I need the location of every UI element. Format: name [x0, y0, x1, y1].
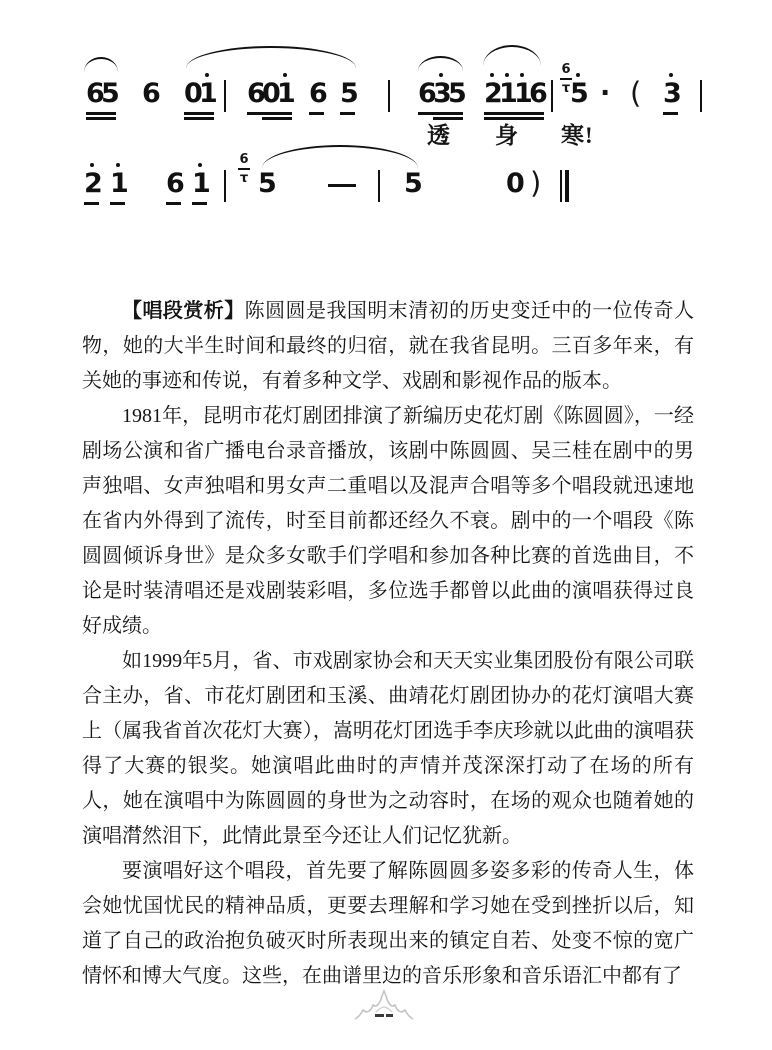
note-digit: 0: [262, 78, 281, 109]
meter-fraction-bar: [238, 168, 250, 170]
tie-arc: [262, 145, 418, 168]
note-group: [506, 168, 525, 210]
beam-underline: [86, 117, 116, 120]
paragraph-competition: [82, 644, 694, 854]
note-group: [340, 78, 359, 120]
slur-arc: [84, 57, 118, 72]
paragraph-text: 1981年，昆明市花灯剧团排演了新编历史花灯剧《陈圆圆》，一经剧场公演和省广播电台录音播放，该剧中陈圆圆、吴三桂在剧中的男声独唱、女声独唱和男女声二重唱以及混声合唱等多个唱段就迅速地在省内外得到了流传，时至目前都还经久不衰。剧中的一个唱段《陈圆圆倾诉身世》是众多女歌手们学唱和参加各种比赛的首选曲目，不论是时装清唱还是戏剧装彩唱，多位选手都曾以此曲的演唱获得过良好成绩。: [82, 405, 694, 637]
barline: [378, 170, 380, 202]
sustain-dash: [328, 184, 356, 187]
note-digit: 0: [184, 78, 203, 109]
parenthesis: ): [530, 166, 542, 200]
note-digit: 3: [663, 78, 678, 120]
beam-underline: [84, 202, 99, 205]
note-digit: 5: [448, 78, 467, 109]
meter-denominator: τ: [561, 81, 571, 96]
note-digit: 6: [309, 78, 328, 109]
beam-underline: [192, 202, 207, 205]
appreciation-article: [82, 294, 694, 994]
beam-underline: [184, 117, 214, 120]
note-digit: 1: [514, 78, 529, 120]
note-digit: 1: [110, 168, 125, 210]
note-group: [110, 168, 129, 210]
music-notation: [0, 0, 772, 230]
beam-underline: [663, 112, 678, 115]
beam-underline: [86, 112, 116, 115]
slur-arc: [418, 56, 463, 71]
final-barline-thick: [565, 170, 569, 202]
note-digit: 5: [340, 78, 359, 109]
barline: [700, 80, 702, 112]
paragraph-history: [82, 399, 694, 644]
note-group: [247, 78, 296, 120]
paragraph-text: 要演唱好这个唱段，首先要了解陈圆圆多姿多彩的传奇人生，体会她忧国忧民的精神品质，更要去理解和学习她在受到挫折以后，知道了自己的政治抱负破灭时所表现出来的镇定自若、处变不惊的宽广情怀和博大气度。这些，在曲谱里边的音乐形象和音乐语汇中都有了: [82, 860, 694, 987]
beam-underline: [484, 112, 544, 115]
beam-underline: [247, 112, 292, 115]
note-group: [309, 78, 328, 120]
note-digit: 6: [142, 78, 161, 109]
note-digit: 1: [192, 168, 207, 210]
beam-underline: [110, 202, 125, 205]
lyric-syllable: 透: [427, 123, 451, 148]
note-digit: 1: [277, 78, 292, 120]
note-group: [484, 78, 548, 120]
note-digit: 1: [199, 78, 214, 120]
barline: [224, 80, 226, 112]
note-digit: 1: [499, 78, 514, 120]
barline: [224, 170, 226, 202]
note-group: [258, 168, 277, 210]
slur-arc: [186, 46, 356, 68]
section-label: 【唱段赏析】: [122, 300, 245, 322]
note-group: [418, 78, 467, 120]
final-barline-thin: [560, 170, 562, 202]
beam-underline: [166, 202, 181, 205]
lotus-arch-ornament: [350, 986, 418, 1026]
note-group: [404, 168, 423, 210]
note-digit: 6: [166, 168, 185, 199]
note-digit: 6: [86, 78, 105, 109]
paragraph-advice: [82, 854, 694, 994]
paragraph-text: 陈圆圆是我国明末清初的历史变迁中的一位传奇人物，她的大半生时间和最终的归宿，就在我省昆明。三百多年来，有关她的事迹和传说，有着多种文学、戏剧和影视作品的版本。: [82, 300, 695, 392]
lyric-syllable: 寒!: [561, 123, 594, 148]
note-digit: 5: [404, 168, 423, 199]
beam-underline: [340, 112, 355, 115]
meter-numerator: 6: [561, 62, 571, 77]
note-group: [166, 168, 185, 210]
barline: [551, 80, 553, 112]
note-digit: 6: [247, 78, 266, 109]
slur-arc: [483, 45, 541, 66]
note-digit: 5: [258, 168, 277, 199]
paragraph-intro: [82, 294, 694, 399]
final-barline: [560, 170, 569, 202]
note-group: [86, 78, 120, 120]
note-group: [84, 168, 103, 210]
note-digit: 5: [101, 78, 120, 109]
beam-underline: [418, 112, 463, 115]
note-digit: 6: [529, 78, 548, 109]
lyric-syllable: 身: [495, 123, 519, 148]
note-group: [663, 78, 682, 120]
beam-underline: [262, 117, 292, 120]
note-group: [192, 168, 211, 210]
beam-underline: [184, 112, 214, 115]
barline: [388, 80, 390, 112]
note-group: [184, 78, 218, 120]
note-digit: 2: [84, 168, 99, 210]
paragraph-text: 如1999年5月，省、市戏剧家协会和天天实业集团股份有限公司联合主办，省、市花灯剧团和玉溪、曲靖花灯剧团协办的花灯演唱大赛上（属我省首次花灯大赛），嵩明花灯团选手李庆珍就以此曲的演唱获得了大赛的银奖。她演唱此曲时的声情并茂深深打动了在场的所有人，她在演唱中为陈圆圆的身世为之动容时，在场的观众也随着她的演唱潸然泪下，此情此景至今还让人们记忆犹新。: [82, 650, 694, 847]
meter-signature: [236, 153, 252, 185]
note-digit: 2: [484, 78, 499, 120]
meter-denominator: τ: [239, 171, 249, 186]
note-digit: 0: [506, 168, 525, 199]
note-group: [570, 78, 589, 120]
parenthesis: (: [630, 76, 642, 110]
note-group: [142, 78, 161, 120]
note-digit: 3: [433, 78, 448, 120]
augmentation-dot: ·: [600, 78, 611, 109]
note-digit: 5: [570, 78, 585, 120]
note-digit: 6: [418, 78, 437, 109]
meter-numerator: 6: [239, 152, 249, 167]
beam-underline: [309, 112, 324, 115]
